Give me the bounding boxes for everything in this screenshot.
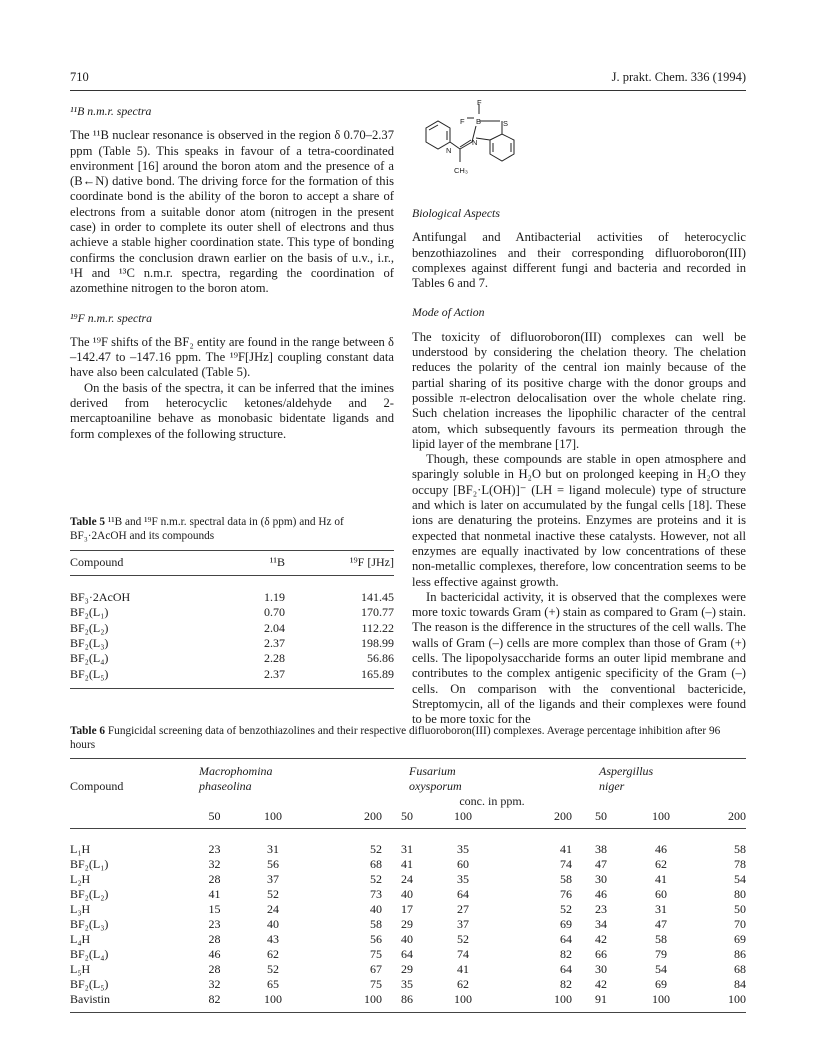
table6-value-cell: 69 xyxy=(560,917,572,932)
table6-row xyxy=(70,872,746,887)
table6-compound-cell: L₄H xyxy=(70,932,91,947)
table6-value-cell: 52 xyxy=(457,932,469,947)
f-nmr-heading: ¹⁹F n.m.r. spectra xyxy=(70,310,153,325)
table6-header-compound: Compound xyxy=(70,779,124,794)
atom-n-pyridine: N xyxy=(446,146,452,155)
table6-value-cell: 31 xyxy=(401,842,413,857)
table6 xyxy=(70,758,746,1013)
table6-compound-cell: L₂H xyxy=(70,872,91,887)
table6-value-cell: 62 xyxy=(655,857,667,872)
table6-value-cell: 24 xyxy=(401,872,413,887)
table5-header-b: ¹¹B xyxy=(269,555,285,570)
table6-value-cell: 56 xyxy=(370,932,382,947)
table6-compound-cell: Bavistin xyxy=(70,992,111,1007)
table6-value-cell: 52 xyxy=(370,872,382,887)
table6-row xyxy=(70,902,746,917)
table6-value-cell: 41 xyxy=(401,857,413,872)
table6-value-cell: 37 xyxy=(267,872,279,887)
table6-value-cell: 52 xyxy=(267,887,279,902)
table6-value-cell: 74 xyxy=(457,947,469,962)
table6-value-cell: 24 xyxy=(267,902,279,917)
concentration-header: 200 xyxy=(364,809,382,824)
table6-block xyxy=(70,725,746,1013)
table6-compound-cell: L₅H xyxy=(70,962,91,977)
organism-3-line2: niger xyxy=(599,779,625,794)
table6-compound-cell: BF₂(L₄) xyxy=(70,947,109,962)
concentration-header: 100 xyxy=(652,809,670,824)
table5-compound-cell: BF₂(L₄) xyxy=(70,651,109,666)
organism-1-line2: phaseolina xyxy=(199,779,252,794)
table6-value-cell: 32 xyxy=(208,857,221,872)
table6-value-cell: 34 xyxy=(595,917,607,932)
table5-caption-text: ¹¹B and ¹⁹F n.m.r. spectral data in (δ ppm) and Hz of BF₃·2AcOH and its compounds xyxy=(70,515,344,542)
table6-value-cell: 52 xyxy=(370,842,382,857)
table6-value-cell: 31 xyxy=(655,902,667,917)
concentration-header: 50 xyxy=(401,809,413,824)
table6-row xyxy=(70,962,746,977)
table6-value-cell: 86 xyxy=(734,947,746,962)
table6-value-cell: 56 xyxy=(267,857,279,872)
table6-value-cell: 91 xyxy=(595,992,607,1007)
table5-row xyxy=(70,590,394,605)
organism-1-line1: Macrophomina xyxy=(199,764,273,779)
table6-row xyxy=(70,947,746,962)
table5-b-cell: 1.19 xyxy=(264,590,285,605)
table6-value-cell: 46 xyxy=(208,947,221,962)
mode-paragraph-2: Though, these compounds are stable in open atmosphere and sparingly soluble in H₂O but on prolonged keeping in H₂O they occupy [BF₂·L(OH)]⁻ (LH = ligand molecule) type of structure and which is later on accumulated by the fungal cells [18]. These ions are denaturing the proteins. Enzymes are proteins and it is expected that nonmetal inactive these catalysts. However, not all enzymes are equally inactivated by low concentrations of these non-metallic complexes, therefore, low concentration seems to be less effective against growth. xyxy=(412,452,746,589)
table5-header-compound: Compound xyxy=(70,555,124,570)
table5-label: Table 5 xyxy=(70,515,106,528)
conclusion-paragraph: On the basis of the spectra, it can be inferred that the imines derived from heterocyclic ketones/aldehyde and 2-mercaptoaniline behave as monobasic bidentate ligands and form complexes of the following structure. xyxy=(70,380,394,441)
table6-value-cell: 64 xyxy=(457,887,469,902)
complex-structure-diagram xyxy=(412,98,746,188)
table6-compound-cell: BF₂(L₁) xyxy=(70,857,109,872)
table6-value-cell: 69 xyxy=(655,977,667,992)
table6-value-cell: 70 xyxy=(734,917,746,932)
table6-value-cell: 41 xyxy=(457,962,469,977)
left-column xyxy=(70,104,394,689)
concentration-header: 100 xyxy=(264,809,282,824)
table5-f-cell: 56.86 xyxy=(367,651,394,666)
table6-value-cell: 86 xyxy=(401,992,413,1007)
table5-f-cell: 165.89 xyxy=(361,666,394,681)
table6-concentration-row xyxy=(70,809,746,829)
table6-value-cell: 64 xyxy=(560,932,572,947)
table6-value-cell: 27 xyxy=(457,902,469,917)
conc-label: conc. in ppm. xyxy=(459,794,525,809)
table5-b-cell: 0.70 xyxy=(264,605,285,620)
table5-row xyxy=(70,621,394,636)
table6-value-cell: 15 xyxy=(208,902,221,917)
mode-heading: Mode of Action xyxy=(412,305,485,320)
table6-compound-cell: BF₂(L₅) xyxy=(70,977,109,992)
structure-drawing xyxy=(412,96,612,180)
table6-value-cell: 28 xyxy=(208,872,221,887)
atom-n-imine: N xyxy=(472,138,478,147)
table6-value-cell: 68 xyxy=(370,857,382,872)
table6-compound-cell: L₁H xyxy=(70,842,91,857)
table6-value-cell: 47 xyxy=(595,857,607,872)
table6-conc-label-row xyxy=(70,794,746,809)
table6-value-cell: 23 xyxy=(595,902,607,917)
table6-row xyxy=(70,887,746,902)
table6-value-cell: 43 xyxy=(267,932,279,947)
table6-value-cell: 50 xyxy=(734,902,746,917)
table6-value-cell: 32 xyxy=(208,977,221,992)
table6-value-cell: 84 xyxy=(734,977,746,992)
table6-caption-text: Fungicidal screening data of benzothiazolines and their respective difluoroboron(III) complexes. Average percentage inhibition after 96 hours xyxy=(70,725,721,751)
table6-compound-cell: L₃H xyxy=(70,902,91,917)
table6-label: Table 6 xyxy=(70,725,106,737)
table6-organism-row-1 xyxy=(70,759,746,780)
table6-value-cell: 64 xyxy=(401,947,413,962)
table6-value-cell: 58 xyxy=(655,932,667,947)
table6-value-cell: 100 xyxy=(454,992,472,1007)
concentration-header: 50 xyxy=(595,809,607,824)
table5-compound-cell: BF₃·2AcOH xyxy=(70,590,131,605)
table6-value-cell: 42 xyxy=(595,932,607,947)
table6-value-cell: 41 xyxy=(560,842,572,857)
table6-value-cell: 100 xyxy=(264,992,282,1007)
table6-value-cell: 82 xyxy=(560,977,572,992)
table6-row xyxy=(70,977,746,992)
table6-value-cell: 30 xyxy=(595,872,607,887)
table6-value-cell: 35 xyxy=(401,977,413,992)
table5-f-cell: 112.22 xyxy=(361,620,394,635)
atom-b: B xyxy=(476,117,482,126)
table5-row xyxy=(70,651,394,666)
table5-compound-cell: BF₂(L₅) xyxy=(70,666,109,681)
table6-value-cell: 58 xyxy=(734,842,746,857)
table6-value-cell: 74 xyxy=(560,857,572,872)
page-number: 710 xyxy=(70,70,89,84)
table6-value-cell: 75 xyxy=(370,947,382,962)
table5-f-cell: 198.99 xyxy=(361,636,394,650)
right-column xyxy=(412,98,746,728)
table6-value-cell: 52 xyxy=(560,902,572,917)
table6-value-cell: 41 xyxy=(208,887,221,902)
table5-f-cell: 141.45 xyxy=(361,590,394,605)
table6-value-cell: 100 xyxy=(728,992,746,1007)
table5-b-cell: 2.04 xyxy=(264,620,285,635)
concentration-header: 100 xyxy=(454,809,472,824)
table5-row xyxy=(70,636,394,651)
table6-value-cell: 23 xyxy=(208,917,221,932)
table6-value-cell: 66 xyxy=(595,947,607,962)
table5-f-cell: 170.77 xyxy=(361,605,394,620)
table6-value-cell: 65 xyxy=(267,977,279,992)
table6-value-cell: 82 xyxy=(560,947,572,962)
table6-value-cell: 29 xyxy=(401,962,413,977)
table6-value-cell: 46 xyxy=(595,887,607,902)
table6-value-cell: 38 xyxy=(595,842,607,857)
table6-value-cell: 41 xyxy=(655,872,667,887)
table6-compound-cell: BF₂(L₂) xyxy=(70,887,109,902)
table6-value-cell: 82 xyxy=(208,992,221,1007)
table6-value-cell: 46 xyxy=(655,842,667,857)
concentration-header: 200 xyxy=(728,809,746,824)
journal-reference: J. prakt. Chem. 336 (1994) xyxy=(611,70,746,84)
table5-b-cell: 2.37 xyxy=(264,666,285,681)
table6-value-cell: 100 xyxy=(364,992,382,1007)
table6-value-cell: 100 xyxy=(554,992,572,1007)
table6-value-cell: 79 xyxy=(655,947,667,962)
table6-value-cell: 28 xyxy=(208,962,221,977)
table6-organism-row-2 xyxy=(70,779,746,794)
table6-value-cell: 17 xyxy=(401,902,413,917)
table6-row xyxy=(70,842,746,857)
table6-row xyxy=(70,917,746,932)
table6-value-cell: 40 xyxy=(401,887,413,902)
table6-value-cell: 60 xyxy=(655,887,667,902)
table5-compound-cell: BF₂(L₃) xyxy=(70,636,109,650)
f-nmr-paragraph: The ¹⁹F shifts of the BF₂ entity are found in the range between δ –142.47 to –147.16 ppm. The ¹⁹F[JHz] coupling constant data have also been calculated (Table 5). xyxy=(70,334,394,380)
mode-paragraph-1: The toxicity of difluoroboron(III) complexes can well be understood by considering the chelation theory. The chelation reduces the polarity of the central ion mainly because of the partial sharing of its positive charge with the donor groups and possible π-electron delocalisation over the whole chelate ring. Such chelation increases the lipophilic character of the central atom, which subsequently favours its permeation through the lipid layer of the membrane [17]. xyxy=(412,329,746,451)
table5-row xyxy=(70,605,394,620)
table6-value-cell: 58 xyxy=(560,872,572,887)
table6-row xyxy=(70,992,746,1013)
running-header xyxy=(70,70,746,88)
table5-header-f: ¹⁹F [JHz] xyxy=(349,555,394,570)
table6-value-cell: 78 xyxy=(734,857,746,872)
table6-value-cell: 60 xyxy=(457,857,469,872)
table6-value-cell: 54 xyxy=(734,872,746,887)
table6-value-cell: 40 xyxy=(370,902,382,917)
concentration-header: 50 xyxy=(208,809,221,824)
methyl-group: CH₃ xyxy=(454,166,468,175)
table6-caption xyxy=(70,725,746,752)
b-nmr-paragraph: The ¹¹B nuclear resonance is observed in the region δ 0.70–2.37 ppm (Table 5). This speaks in favour of a tetra-coordinated environment [16] around the boron atom and the presence of a (B←N) dative bond. The driving force for the formation of this coordinate bond is the ability of the boron to accept a share of electrons from a suitable donor atom (nitrogen in the present case) in order to complete its outer shell of electrons and thus achieve a stable higher coordination state. This type of bonding confirms the conclusion drawn earlier on the basis of u.v., i.r., ¹H and ¹³C n.m.r. spectra, regarding the coordination of azomethine nitrogen to the boron atom. xyxy=(70,128,394,296)
mode-paragraph-3: In bactericidal activity, it is observed that the complexes were more toxic towards Gram (+) stain as compared to Gram (–) stain. The reason is the difference in the structures of the cell walls. The walls of Gram (–) cells are more complex than those of Gram (+) cells. The lipopolysaccharide forms an outer lipid membrane and contributes to the complex antigenic specificity of the Gram (–) cells. On comparison with the conventional bactericide, Streptomycin, all of the ligands and their complexes were found to be more toxic for the xyxy=(412,589,746,727)
organism-2-line1: Fusarium xyxy=(409,764,456,779)
table5 xyxy=(70,550,394,689)
bio-heading: Biological Aspects xyxy=(412,206,500,220)
table5-b-cell: 2.28 xyxy=(264,651,285,666)
table6-value-cell: 62 xyxy=(267,947,279,962)
atom-f-top: F xyxy=(477,98,482,107)
table5-compound-cell: BF₂(L₂) xyxy=(70,620,109,635)
table6-value-cell: 76 xyxy=(560,887,572,902)
table6-value-cell: 29 xyxy=(401,917,413,932)
table6-value-cell: 42 xyxy=(595,977,607,992)
table6-value-cell: 31 xyxy=(267,842,279,857)
table6-value-cell: 100 xyxy=(652,992,670,1007)
table5-b-cell: 2.37 xyxy=(264,636,285,650)
bio-paragraph: Antifungal and Antibacterial activities of heterocyclic benzothiazolines and their corresponding difluoroboron(III) complexes against different fungi and bacteria and recorded in Tables 6 and 7. xyxy=(412,230,746,291)
table6-value-cell: 80 xyxy=(734,887,746,902)
table6-value-cell: 40 xyxy=(267,917,279,932)
table6-value-cell: 47 xyxy=(655,917,667,932)
table6-row xyxy=(70,932,746,947)
table6-compound-cell: BF₂(L₃) xyxy=(70,917,109,932)
table6-value-cell: 52 xyxy=(267,962,279,977)
organism-3-line1: Aspergillus xyxy=(599,764,654,779)
table6-value-cell: 23 xyxy=(208,842,221,857)
table6-value-cell: 54 xyxy=(655,962,667,977)
concentration-header: 200 xyxy=(554,809,572,824)
table5-caption xyxy=(70,516,394,543)
b-nmr-heading: ¹¹B n.m.r. spectra xyxy=(70,104,152,118)
table6-value-cell: 68 xyxy=(734,962,746,977)
table5-row xyxy=(70,667,394,689)
table5-header-row xyxy=(70,551,394,576)
table6-value-cell: 75 xyxy=(370,977,382,992)
table6-value-cell: 28 xyxy=(208,932,221,947)
table6-value-cell: 35 xyxy=(457,872,469,887)
table6-value-cell: 67 xyxy=(370,962,382,977)
organism-2-line2: oxysporum xyxy=(409,779,462,794)
table6-value-cell: 30 xyxy=(595,962,607,977)
header-rule xyxy=(70,90,746,91)
table6-value-cell: 35 xyxy=(457,842,469,857)
table6-value-cell: 37 xyxy=(457,917,469,932)
table5-compound-cell: BF₂(L₁) xyxy=(70,605,109,620)
atom-f-left: F xyxy=(460,117,465,126)
atom-s: S xyxy=(503,119,509,128)
table6-value-cell: 73 xyxy=(370,887,382,902)
table6-value-cell: 40 xyxy=(401,932,413,947)
table6-value-cell: 62 xyxy=(457,977,469,992)
table6-value-cell: 58 xyxy=(370,917,382,932)
table6-value-cell: 69 xyxy=(734,932,746,947)
table6-value-cell: 64 xyxy=(560,962,572,977)
table6-row xyxy=(70,857,746,872)
